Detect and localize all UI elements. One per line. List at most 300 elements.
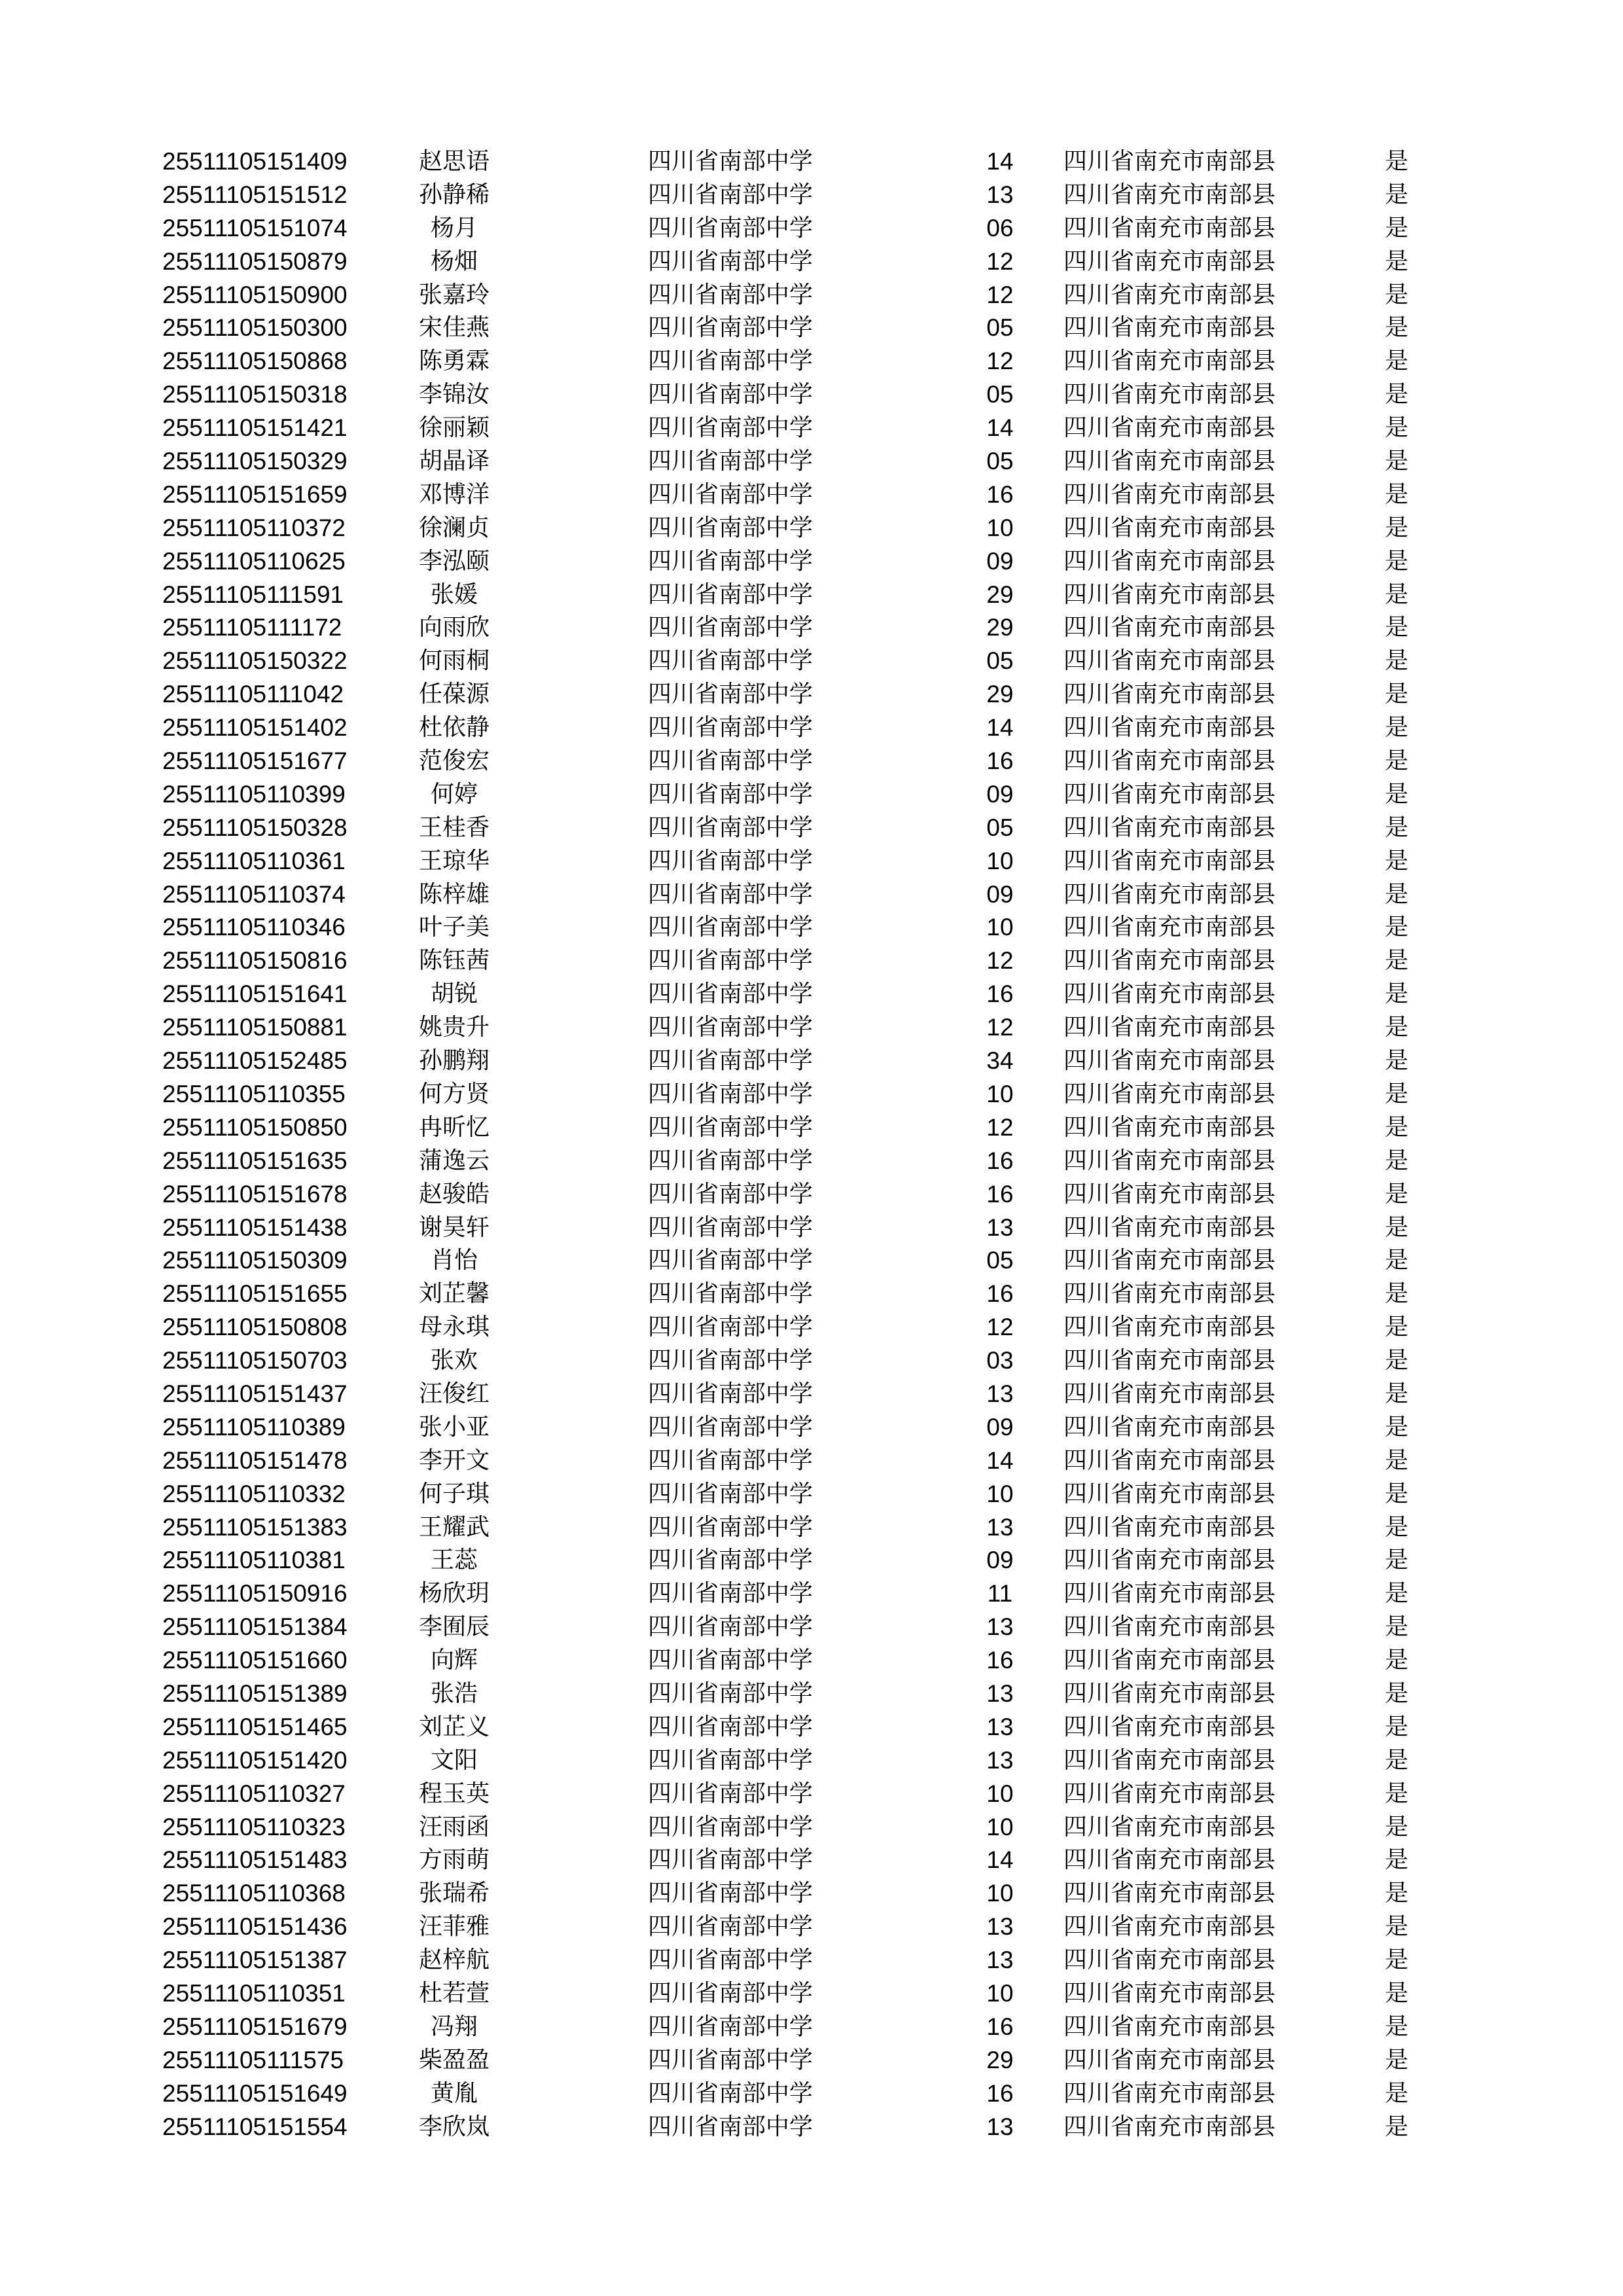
status-cell: 是 bbox=[1385, 780, 1409, 808]
status-cell: 是 bbox=[1385, 614, 1409, 641]
table-row bbox=[0, 345, 1623, 378]
exam-number-cell: 25511105111575 bbox=[162, 2046, 344, 2073]
class-number-cell: 09 bbox=[986, 780, 1014, 808]
student-name-cell: 杨月 bbox=[430, 214, 478, 242]
school-cell: 四川省南部中学 bbox=[648, 947, 813, 975]
status-cell: 是 bbox=[1385, 1280, 1409, 1308]
table-row bbox=[0, 1611, 1623, 1644]
table-row bbox=[0, 1644, 1623, 1677]
table-row bbox=[0, 1444, 1623, 1478]
table-row bbox=[0, 1910, 1623, 1944]
region-cell: 四川省南充市南部县 bbox=[1063, 1946, 1276, 1974]
exam-number-cell: 25511105151383 bbox=[162, 1513, 348, 1541]
class-number-cell: 29 bbox=[986, 681, 1014, 708]
student-name-cell: 冉昕忆 bbox=[418, 1113, 490, 1141]
region-cell: 四川省南充市南部县 bbox=[1063, 681, 1276, 708]
region-cell: 四川省南充市南部县 bbox=[1063, 547, 1276, 575]
region-cell: 四川省南充市南部县 bbox=[1063, 1480, 1276, 1507]
school-cell: 四川省南部中学 bbox=[648, 614, 813, 641]
school-cell: 四川省南部中学 bbox=[648, 1513, 813, 1541]
exam-number-cell: 25511105151420 bbox=[162, 1746, 348, 1774]
region-cell: 四川省南充市南部县 bbox=[1063, 1746, 1276, 1774]
exam-number-cell: 25511105151074 bbox=[162, 214, 348, 242]
status-cell: 是 bbox=[1385, 2046, 1409, 2073]
region-cell: 四川省南充市南部县 bbox=[1063, 348, 1276, 375]
student-name-cell: 何子琪 bbox=[418, 1480, 490, 1507]
school-cell: 四川省南部中学 bbox=[648, 1314, 813, 1341]
region-cell: 四川省南充市南部县 bbox=[1063, 880, 1276, 908]
table-row bbox=[0, 1311, 1623, 1344]
exam-number-cell: 25511105150703 bbox=[162, 1347, 348, 1374]
table-row bbox=[0, 1877, 1623, 1910]
school-cell: 四川省南部中学 bbox=[648, 747, 813, 775]
class-number-cell: 03 bbox=[986, 1347, 1014, 1374]
status-cell: 是 bbox=[1385, 181, 1409, 208]
region-cell: 四川省南充市南部县 bbox=[1063, 1047, 1276, 1075]
region-cell: 四川省南充市南部县 bbox=[1063, 1979, 1276, 2007]
status-cell: 是 bbox=[1385, 1580, 1409, 1607]
class-number-cell: 12 bbox=[986, 247, 1014, 275]
exam-number-cell: 25511105151387 bbox=[162, 1946, 348, 1974]
table-row bbox=[0, 1977, 1623, 2011]
region-cell: 四川省南充市南部县 bbox=[1063, 1113, 1276, 1141]
class-number-cell: 05 bbox=[986, 381, 1014, 408]
region-cell: 四川省南充市南部县 bbox=[1063, 1880, 1276, 1907]
table-row bbox=[0, 579, 1623, 612]
student-name-cell: 邓博洋 bbox=[418, 480, 490, 508]
region-cell: 四川省南充市南部县 bbox=[1063, 1314, 1276, 1341]
class-number-cell: 14 bbox=[986, 1846, 1014, 1874]
region-cell: 四川省南充市南部县 bbox=[1063, 1213, 1276, 1241]
table-row bbox=[0, 1844, 1623, 1877]
class-number-cell: 09 bbox=[986, 1413, 1014, 1441]
region-cell: 四川省南充市南部县 bbox=[1063, 1580, 1276, 1607]
class-number-cell: 10 bbox=[986, 1780, 1014, 1807]
school-cell: 四川省南部中学 bbox=[648, 1746, 813, 1774]
class-number-cell: 05 bbox=[986, 314, 1014, 342]
region-cell: 四川省南充市南部县 bbox=[1063, 581, 1276, 608]
school-cell: 四川省南部中学 bbox=[648, 1679, 813, 1707]
school-cell: 四川省南部中学 bbox=[648, 1813, 813, 1840]
status-cell: 是 bbox=[1385, 1679, 1409, 1707]
exam-number-cell: 25511105151554 bbox=[162, 2113, 348, 2140]
class-number-cell: 14 bbox=[986, 414, 1014, 442]
status-cell: 是 bbox=[1385, 714, 1409, 742]
status-cell: 是 bbox=[1385, 148, 1409, 175]
class-number-cell: 13 bbox=[986, 181, 1014, 208]
school-cell: 四川省南部中学 bbox=[648, 847, 813, 874]
status-cell: 是 bbox=[1385, 1380, 1409, 1407]
school-cell: 四川省南部中学 bbox=[648, 1480, 813, 1507]
exam-number-cell: 25511105151678 bbox=[162, 1180, 348, 1208]
table-row bbox=[0, 412, 1623, 445]
school-cell: 四川省南部中学 bbox=[648, 1580, 813, 1607]
class-number-cell: 12 bbox=[986, 1314, 1014, 1341]
class-number-cell: 13 bbox=[986, 1713, 1014, 1740]
class-number-cell: 29 bbox=[986, 2046, 1014, 2073]
region-cell: 四川省南充市南部县 bbox=[1063, 814, 1276, 841]
school-cell: 四川省南部中学 bbox=[648, 1047, 813, 1075]
region-cell: 四川省南充市南部县 bbox=[1063, 1247, 1276, 1274]
region-cell: 四川省南充市南部县 bbox=[1063, 847, 1276, 874]
school-cell: 四川省南部中学 bbox=[648, 1713, 813, 1740]
table-row bbox=[0, 1278, 1623, 1311]
table-row bbox=[0, 378, 1623, 412]
status-cell: 是 bbox=[1385, 1347, 1409, 1374]
student-name-cell: 何方贤 bbox=[418, 1080, 490, 1107]
class-number-cell: 29 bbox=[986, 581, 1014, 608]
student-name-cell: 汪俊红 bbox=[418, 1380, 490, 1407]
student-name-cell: 叶子美 bbox=[418, 914, 490, 941]
table-row bbox=[0, 711, 1623, 745]
region-cell: 四川省南充市南部县 bbox=[1063, 514, 1276, 541]
student-name-cell: 程玉英 bbox=[418, 1780, 490, 1807]
status-cell: 是 bbox=[1385, 1780, 1409, 1807]
table-row bbox=[0, 745, 1623, 778]
class-number-cell: 13 bbox=[986, 1380, 1014, 1407]
class-number-cell: 13 bbox=[986, 1613, 1014, 1641]
table-row bbox=[0, 1811, 1623, 1844]
student-name-cell: 李开文 bbox=[418, 1446, 490, 1474]
student-name-cell: 李囿辰 bbox=[418, 1613, 490, 1641]
status-cell: 是 bbox=[1385, 2079, 1409, 2107]
class-number-cell: 29 bbox=[986, 614, 1014, 641]
exam-number-cell: 25511105150879 bbox=[162, 247, 348, 275]
status-cell: 是 bbox=[1385, 1713, 1409, 1740]
student-name-cell: 刘芷馨 bbox=[418, 1280, 490, 1308]
student-name-cell: 张嘉玲 bbox=[418, 281, 490, 308]
status-cell: 是 bbox=[1385, 480, 1409, 508]
status-cell: 是 bbox=[1385, 348, 1409, 375]
exam-number-cell: 25511105151659 bbox=[162, 480, 348, 508]
table-row bbox=[0, 1944, 1623, 1977]
status-cell: 是 bbox=[1385, 1946, 1409, 1974]
region-cell: 四川省南充市南部县 bbox=[1063, 980, 1276, 1008]
student-name-cell: 向辉 bbox=[430, 1647, 478, 1674]
school-cell: 四川省南部中学 bbox=[648, 148, 813, 175]
status-cell: 是 bbox=[1385, 1314, 1409, 1341]
exam-number-cell: 25511105150309 bbox=[162, 1247, 348, 1274]
status-cell: 是 bbox=[1385, 1080, 1409, 1107]
school-cell: 四川省南部中学 bbox=[648, 1080, 813, 1107]
class-number-cell: 16 bbox=[986, 1647, 1014, 1674]
school-cell: 四川省南部中学 bbox=[648, 448, 813, 475]
school-cell: 四川省南部中学 bbox=[648, 1347, 813, 1374]
exam-number-cell: 25511105151483 bbox=[162, 1846, 348, 1874]
school-cell: 四川省南部中学 bbox=[648, 1280, 813, 1308]
student-name-cell: 任葆源 bbox=[418, 681, 490, 708]
status-cell: 是 bbox=[1385, 514, 1409, 541]
school-cell: 四川省南部中学 bbox=[648, 814, 813, 841]
region-cell: 四川省南充市南部县 bbox=[1063, 1613, 1276, 1641]
status-cell: 是 bbox=[1385, 448, 1409, 475]
status-cell: 是 bbox=[1385, 847, 1409, 874]
student-name-cell: 何婷 bbox=[430, 780, 478, 808]
table-row bbox=[0, 245, 1623, 279]
status-cell: 是 bbox=[1385, 414, 1409, 442]
class-number-cell: 09 bbox=[986, 1547, 1014, 1574]
student-name-cell: 肖怡 bbox=[430, 1247, 478, 1274]
region-cell: 四川省南充市南部县 bbox=[1063, 247, 1276, 275]
table-row bbox=[0, 2044, 1623, 2077]
class-number-cell: 13 bbox=[986, 2113, 1014, 2140]
region-cell: 四川省南充市南部县 bbox=[1063, 747, 1276, 775]
region-cell: 四川省南充市南部县 bbox=[1063, 480, 1276, 508]
table-row bbox=[0, 1211, 1623, 1245]
exam-number-cell: 25511105150850 bbox=[162, 1113, 348, 1141]
school-cell: 四川省南部中学 bbox=[648, 1547, 813, 1574]
table-row bbox=[0, 1178, 1623, 1211]
class-number-cell: 14 bbox=[986, 148, 1014, 175]
region-cell: 四川省南充市南部县 bbox=[1063, 414, 1276, 442]
school-cell: 四川省南部中学 bbox=[648, 2013, 813, 2040]
status-cell: 是 bbox=[1385, 281, 1409, 308]
table-row bbox=[0, 279, 1623, 312]
class-number-cell: 14 bbox=[986, 1446, 1014, 1474]
student-name-cell: 赵骏皓 bbox=[418, 1180, 490, 1208]
table-row bbox=[0, 678, 1623, 711]
exam-number-cell: 25511105150300 bbox=[162, 314, 348, 342]
status-cell: 是 bbox=[1385, 681, 1409, 708]
status-cell: 是 bbox=[1385, 381, 1409, 408]
class-number-cell: 11 bbox=[987, 1580, 1013, 1607]
exam-number-cell: 25511105110351 bbox=[162, 1979, 346, 2007]
school-cell: 四川省南部中学 bbox=[648, 980, 813, 1008]
status-cell: 是 bbox=[1385, 581, 1409, 608]
student-list-table bbox=[0, 145, 1623, 2144]
status-cell: 是 bbox=[1385, 647, 1409, 675]
exam-number-cell: 25511105150329 bbox=[162, 448, 348, 475]
status-cell: 是 bbox=[1385, 1446, 1409, 1474]
class-number-cell: 10 bbox=[986, 914, 1014, 941]
student-name-cell: 赵梓航 bbox=[418, 1946, 490, 1974]
status-cell: 是 bbox=[1385, 1913, 1409, 1941]
student-name-cell: 孙鹏翔 bbox=[418, 1047, 490, 1075]
student-name-cell: 徐澜贞 bbox=[418, 514, 490, 541]
exam-number-cell: 25511105151679 bbox=[162, 2013, 348, 2040]
student-name-cell: 李欣岚 bbox=[418, 2113, 490, 2140]
class-number-cell: 12 bbox=[986, 1014, 1014, 1041]
school-cell: 四川省南部中学 bbox=[648, 581, 813, 608]
status-cell: 是 bbox=[1385, 914, 1409, 941]
class-number-cell: 10 bbox=[986, 1813, 1014, 1840]
exam-number-cell: 25511105110332 bbox=[162, 1480, 346, 1507]
student-name-cell: 陈钰茜 bbox=[418, 947, 490, 975]
school-cell: 四川省南部中学 bbox=[648, 914, 813, 941]
school-cell: 四川省南部中学 bbox=[648, 414, 813, 442]
exam-number-cell: 25511105111042 bbox=[162, 681, 344, 708]
exam-number-cell: 25511105151402 bbox=[162, 714, 348, 742]
exam-number-cell: 25511105151389 bbox=[162, 1679, 348, 1707]
status-cell: 是 bbox=[1385, 2013, 1409, 2040]
school-cell: 四川省南部中学 bbox=[648, 281, 813, 308]
exam-number-cell: 25511105150881 bbox=[162, 1014, 348, 1041]
status-cell: 是 bbox=[1385, 1846, 1409, 1874]
exam-number-cell: 25511105151677 bbox=[162, 747, 348, 775]
exam-number-cell: 25511105151512 bbox=[162, 181, 348, 208]
student-name-cell: 王蕊 bbox=[430, 1547, 478, 1574]
school-cell: 四川省南部中学 bbox=[648, 1613, 813, 1641]
student-name-cell: 蒲逸云 bbox=[418, 1147, 490, 1174]
class-number-cell: 16 bbox=[986, 980, 1014, 1008]
school-cell: 四川省南部中学 bbox=[648, 247, 813, 275]
class-number-cell: 05 bbox=[986, 814, 1014, 841]
table-row bbox=[0, 2011, 1623, 2044]
school-cell: 四川省南部中学 bbox=[648, 1213, 813, 1241]
region-cell: 四川省南充市南部县 bbox=[1063, 1913, 1276, 1941]
region-cell: 四川省南充市南部县 bbox=[1063, 914, 1276, 941]
student-name-cell: 陈勇霖 bbox=[418, 348, 490, 375]
class-number-cell: 09 bbox=[986, 547, 1014, 575]
table-row bbox=[0, 1244, 1623, 1278]
school-cell: 四川省南部中学 bbox=[648, 314, 813, 342]
exam-number-cell: 25511105110323 bbox=[162, 1813, 346, 1840]
table-row bbox=[0, 911, 1623, 944]
exam-number-cell: 25511105150322 bbox=[162, 647, 348, 675]
status-cell: 是 bbox=[1385, 1413, 1409, 1441]
table-row bbox=[0, 1577, 1623, 1611]
exam-number-cell: 25511105150868 bbox=[162, 348, 348, 375]
school-cell: 四川省南部中学 bbox=[648, 1880, 813, 1907]
class-number-cell: 10 bbox=[986, 847, 1014, 874]
table-row bbox=[0, 778, 1623, 812]
school-cell: 四川省南部中学 bbox=[648, 1180, 813, 1208]
region-cell: 四川省南充市南部县 bbox=[1063, 714, 1276, 742]
student-name-cell: 李锦汝 bbox=[418, 381, 490, 408]
status-cell: 是 bbox=[1385, 1247, 1409, 1274]
region-cell: 四川省南充市南部县 bbox=[1063, 1413, 1276, 1441]
table-row bbox=[0, 1078, 1623, 1111]
school-cell: 四川省南部中学 bbox=[648, 681, 813, 708]
class-number-cell: 13 bbox=[986, 1913, 1014, 1941]
class-number-cell: 12 bbox=[986, 348, 1014, 375]
student-name-cell: 陈梓雄 bbox=[418, 880, 490, 908]
school-cell: 四川省南部中学 bbox=[648, 514, 813, 541]
table-row bbox=[0, 1744, 1623, 1778]
student-name-cell: 何雨桐 bbox=[418, 647, 490, 675]
status-cell: 是 bbox=[1385, 880, 1409, 908]
status-cell: 是 bbox=[1385, 1746, 1409, 1774]
student-name-cell: 王琼华 bbox=[418, 847, 490, 874]
table-row bbox=[0, 1344, 1623, 1378]
region-cell: 四川省南充市南部县 bbox=[1063, 2079, 1276, 2107]
exam-number-cell: 25511105152485 bbox=[162, 1047, 348, 1075]
student-name-cell: 王桂香 bbox=[418, 814, 490, 841]
exam-number-cell: 25511105151649 bbox=[162, 2079, 348, 2107]
school-cell: 四川省南部中学 bbox=[648, 2046, 813, 2073]
class-number-cell: 10 bbox=[986, 1880, 1014, 1907]
region-cell: 四川省南充市南部县 bbox=[1063, 281, 1276, 308]
exam-number-cell: 25511105111172 bbox=[162, 614, 342, 641]
exam-number-cell: 25511105151436 bbox=[162, 1913, 348, 1941]
region-cell: 四川省南充市南部县 bbox=[1063, 448, 1276, 475]
status-cell: 是 bbox=[1385, 1014, 1409, 1041]
school-cell: 四川省南部中学 bbox=[648, 214, 813, 242]
class-number-cell: 13 bbox=[986, 1213, 1014, 1241]
school-cell: 四川省南部中学 bbox=[648, 1780, 813, 1807]
student-name-cell: 谢昊轩 bbox=[418, 1213, 490, 1241]
school-cell: 四川省南部中学 bbox=[648, 1113, 813, 1141]
region-cell: 四川省南充市南部县 bbox=[1063, 1679, 1276, 1707]
table-row bbox=[0, 1677, 1623, 1711]
exam-number-cell: 25511105150900 bbox=[162, 281, 348, 308]
student-name-cell: 杨畑 bbox=[430, 247, 478, 275]
exam-number-cell: 25511105151635 bbox=[162, 1147, 348, 1174]
table-row bbox=[0, 512, 1623, 545]
region-cell: 四川省南充市南部县 bbox=[1063, 1180, 1276, 1208]
school-cell: 四川省南部中学 bbox=[648, 880, 813, 908]
student-name-cell: 徐丽颖 bbox=[418, 414, 490, 442]
region-cell: 四川省南充市南部县 bbox=[1063, 2013, 1276, 2040]
student-name-cell: 孙静稀 bbox=[418, 181, 490, 208]
school-cell: 四川省南部中学 bbox=[648, 181, 813, 208]
student-name-cell: 杨欣玥 bbox=[418, 1580, 490, 1607]
student-name-cell: 母永琪 bbox=[418, 1314, 490, 1341]
student-name-cell: 黄胤 bbox=[430, 2079, 478, 2107]
exam-number-cell: 25511105110361 bbox=[162, 847, 346, 874]
class-number-cell: 06 bbox=[986, 214, 1014, 242]
table-row bbox=[0, 812, 1623, 845]
exam-number-cell: 25511105150318 bbox=[162, 381, 348, 408]
status-cell: 是 bbox=[1385, 1513, 1409, 1541]
region-cell: 四川省南充市南部县 bbox=[1063, 381, 1276, 408]
student-name-cell: 汪菲雅 bbox=[418, 1913, 490, 1941]
region-cell: 四川省南充市南部县 bbox=[1063, 947, 1276, 975]
status-cell: 是 bbox=[1385, 1979, 1409, 2007]
student-name-cell: 文阳 bbox=[430, 1746, 478, 1774]
table-row bbox=[0, 179, 1623, 212]
exam-number-cell: 25511105110399 bbox=[162, 780, 346, 808]
status-cell: 是 bbox=[1385, 214, 1409, 242]
student-name-cell: 柴盈盈 bbox=[418, 2046, 490, 2073]
class-number-cell: 10 bbox=[986, 1080, 1014, 1107]
region-cell: 四川省南充市南部县 bbox=[1063, 614, 1276, 641]
school-cell: 四川省南部中学 bbox=[648, 1647, 813, 1674]
student-name-cell: 宋佳燕 bbox=[418, 314, 490, 342]
class-number-cell: 13 bbox=[986, 1946, 1014, 1974]
class-number-cell: 16 bbox=[986, 1180, 1014, 1208]
class-number-cell: 13 bbox=[986, 1679, 1014, 1707]
table-row bbox=[0, 2111, 1623, 2144]
school-cell: 四川省南部中学 bbox=[648, 1846, 813, 1874]
exam-number-cell: 25511105151421 bbox=[162, 414, 348, 442]
school-cell: 四川省南部中学 bbox=[648, 1380, 813, 1407]
class-number-cell: 10 bbox=[986, 1480, 1014, 1507]
table-row bbox=[0, 2077, 1623, 2111]
status-cell: 是 bbox=[1385, 1047, 1409, 1075]
status-cell: 是 bbox=[1385, 2113, 1409, 2140]
table-row bbox=[0, 1145, 1623, 1178]
region-cell: 四川省南充市南部县 bbox=[1063, 1846, 1276, 1874]
table-row bbox=[0, 312, 1623, 345]
school-cell: 四川省南部中学 bbox=[648, 348, 813, 375]
table-row bbox=[0, 478, 1623, 512]
exam-number-cell: 25511105110346 bbox=[162, 914, 346, 941]
student-name-cell: 胡锐 bbox=[430, 980, 478, 1008]
region-cell: 四川省南充市南部县 bbox=[1063, 1547, 1276, 1574]
exam-number-cell: 25511105110389 bbox=[162, 1413, 346, 1441]
exam-number-cell: 25511105151641 bbox=[162, 980, 348, 1008]
school-cell: 四川省南部中学 bbox=[648, 480, 813, 508]
status-cell: 是 bbox=[1385, 1613, 1409, 1641]
region-cell: 四川省南充市南部县 bbox=[1063, 647, 1276, 675]
exam-number-cell: 25511105150808 bbox=[162, 1314, 348, 1341]
status-cell: 是 bbox=[1385, 1213, 1409, 1241]
student-name-cell: 汪雨函 bbox=[418, 1813, 490, 1840]
class-number-cell: 16 bbox=[986, 2013, 1014, 2040]
student-name-cell: 姚贵升 bbox=[418, 1014, 490, 1041]
status-cell: 是 bbox=[1385, 1647, 1409, 1674]
